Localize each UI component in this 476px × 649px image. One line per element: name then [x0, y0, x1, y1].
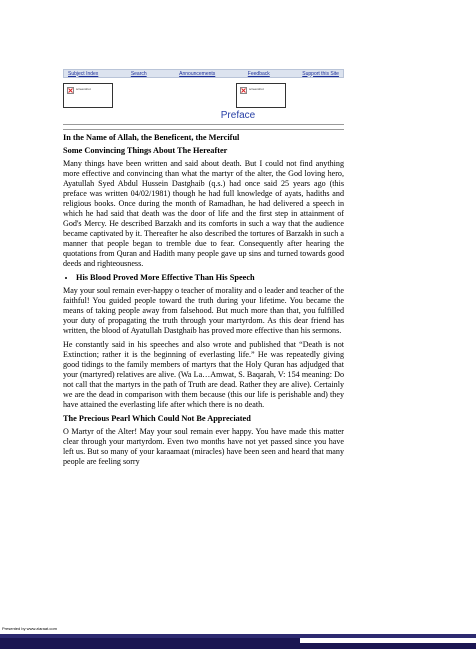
heading-precious-pearl: The Precious Pearl Which Could Not Be Appreciated: [63, 414, 251, 423]
broken-image-icon: [67, 87, 74, 94]
nav-link-search[interactable]: Search: [130, 70, 147, 77]
title-divider-top: [63, 124, 344, 125]
bullet-heading-blood: • His Blood Proved More Effective Than His Speech: [76, 273, 344, 283]
title-divider-bottom: [63, 129, 344, 130]
nav-link-subject-index[interactable]: Subject Index: [68, 70, 99, 77]
paragraph-2: May your soul remain ever-happy o teacher of morality and o leader and teacher of the faithful! You guided people toward the truth during your lifetime. You became the means of taking people away from falsehood. But much more than that, you fulfilled your duty of propagating the truth through your martyrdom. As this dear friend has written, the blood of Ayatullah Dastghaib has proved more effective than his sermons.: [63, 286, 344, 335]
image-alt-text: screenshot: [249, 87, 264, 91]
image-alt-text: screenshot: [76, 87, 91, 91]
paragraph-3: He constantly said in his speeches and also wrote and published that “Death is not Extinction; rather it is the beginning of everlasting life.” He was repeatedly giving good tidings to the family members of martyrs that the Holy Quran has adjudged that your (martyred) relatives are alive. (Wa La…Amwat, S. Baqarah, V: 154 meaning: Do not call that the martyrs in the path of Truth are dead. Rather they are alive). Certainly we are the dead in comparison with them because (this our life is perishable and) they have attained the everlasting life after which there is no death.: [63, 340, 344, 409]
footer-bar-right: [300, 643, 476, 649]
nav-link-support-site[interactable]: Support this Site: [302, 70, 339, 77]
heading-convincing-things: Some Convincing Things About The Hereafter: [63, 146, 228, 155]
broken-image-left: [63, 83, 113, 108]
bullet-list: [63, 273, 344, 283]
nav-link-feedback[interactable]: Feedback: [247, 70, 270, 77]
broken-image-right: [236, 83, 286, 108]
paragraph-4: O Martyr of the Alter! May your soul remain ever happy. You have made this matter clear through your martyrdom. Even two months have not yet passed since you have left us. But so many of your karaamaat (miracles) have been seen and heard that many people are feeling sorry: [63, 427, 344, 466]
broken-image-icon: [240, 87, 247, 94]
paragraph-1: Many things have been written and said about death. But I could not find anything more effective and convincing than what the martyr of the alter, the God loving hero, Ayatullah Syed Abdul Hussein Dastghaib (q.s.) had once said 25 years ago (this preface was written 04/02/1981) though he had full knowledge of ayats, hadiths and religious books. Once during the month of Ramadhan, he had delivered a speech in which he had said that death was the door of life and the first step in attainment of God's Mercy. He described Barzakh and its comforts in such a way that the audience became captivated by it. Thereafter he also described the tortures of Barzakh in such a manner that people began to tremble due to fear. Consequently after hearing the quotations from Quran and Hadith many people gave up sins and turned towards good deeds and righteousness.: [63, 159, 344, 268]
heading-bismillah: In the Name of Allah, the Beneficent, the Merciful: [63, 133, 240, 142]
nav-link-announcements[interactable]: Announcements: [179, 70, 216, 77]
presented-by-label: Presented by www.ziaraat.com: [2, 626, 57, 631]
page-title: Preface: [220, 110, 256, 121]
top-nav-bar: [63, 69, 344, 78]
article-body: [63, 133, 344, 471]
